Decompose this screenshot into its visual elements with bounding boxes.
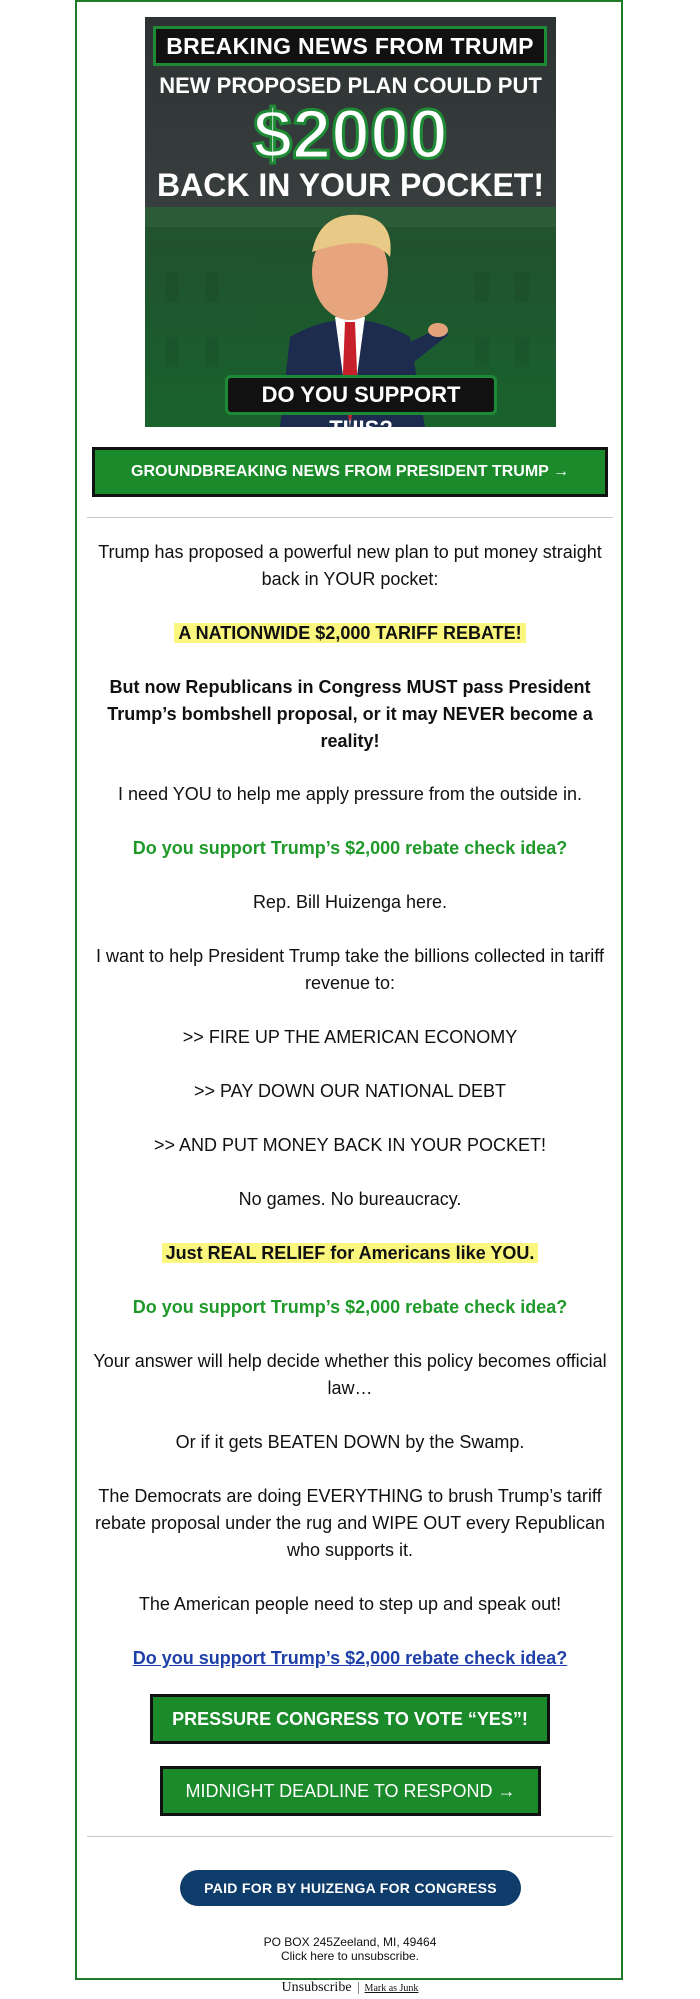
support-question-link[interactable]: Do you support Trump’s $2,000 rebate check idea?	[132, 1648, 568, 1668]
bullet-economy: >> FIRE UP THE AMERICAN ECONOMY	[182, 1027, 518, 1047]
top-divider	[87, 517, 613, 518]
pressure-paragraph: I need YOU to help me apply pressure from the outside in.	[118, 784, 582, 804]
tariff-paragraph: I want to help President Trump take the billions collected in tariff revenue to:	[96, 946, 604, 993]
democrats-paragraph: The Democrats are doing EVERYTHING to brush Trump’s tariff rebate proposal under the rug and WIPE OUT every Republican who supports it.	[95, 1486, 605, 1560]
hero-question: DO YOU SUPPORT THIS?	[225, 375, 497, 415]
address-block	[92, 1935, 608, 1963]
bullet-pocket: >> AND PUT MONEY BACK IN YOUR POCKET!	[153, 1135, 547, 1155]
hero-ribbon: BREAKING NEWS FROM TRUMP	[153, 26, 547, 66]
hero-subtitle: NEW PROPOSED PLAN COULD PUT	[159, 73, 542, 98]
relief-highlight-line	[92, 1240, 608, 1267]
intro-paragraph: Trump has proposed a powerful new plan to put money straight back in YOUR pocket:	[98, 542, 602, 589]
bullet-debt: >> PAY DOWN OUR NATIONAL DEBT	[193, 1081, 507, 1101]
support-question-1: Do you support Trump’s $2,000 rebate check idea?	[132, 838, 568, 858]
swamp-line: Or if it gets BEATEN DOWN by the Swamp.	[175, 1432, 525, 1452]
relief-highlight: Just REAL RELIEF for Americans like YOU.	[162, 1243, 539, 1263]
mark-as-junk-link[interactable]: Mark as Junk	[364, 1983, 419, 1994]
pressure-congress-button[interactable]: PRESSURE CONGRESS TO VOTE “YES”!	[150, 1694, 550, 1744]
speak-out-line: The American people need to step up and speak out!	[138, 1594, 562, 1614]
footer-unsubscribe-link[interactable]: Unsubscribe	[281, 1980, 352, 1995]
hero-image[interactable]	[145, 17, 556, 441]
email-footer	[0, 1980, 700, 1996]
congress-warning-paragraph: But now Republicans in Congress MUST pass President Trump’s bombshell proposal, or it may NEVER become a reality!	[107, 677, 593, 751]
mailing-address: PO BOX 245Zeeland, MI, 49464	[263, 1935, 437, 1949]
hero-back-line: BACK IN YOUR POCKET!	[157, 167, 544, 203]
groundbreaking-news-button[interactable]: GROUNDBREAKING NEWS FROM PRESIDENT TRUMP →	[92, 447, 608, 497]
paid-for-badge: PAID FOR BY HUIZENGA FOR CONGRESS	[180, 1870, 521, 1906]
signature-intro: Rep. Bill Huizenga here.	[252, 892, 448, 912]
no-games-line: No games. No bureaucracy.	[238, 1189, 462, 1209]
unsubscribe-link[interactable]: Click here to unsubscribe.	[280, 1949, 420, 1963]
midnight-deadline-button[interactable]: MIDNIGHT DEADLINE TO RESPOND →	[160, 1766, 541, 1816]
support-question-2: Do you support Trump’s $2,000 rebate check idea?	[132, 1297, 568, 1317]
rebate-highlight: A NATIONWIDE $2,000 TARIFF REBATE!	[174, 623, 525, 643]
rebate-highlight-line	[92, 620, 608, 647]
support-question-link-line	[92, 1645, 608, 1672]
answer-paragraph: Your answer will help decide whether this policy becomes official law…	[93, 1351, 607, 1398]
footer-separator	[358, 1982, 359, 1994]
bottom-divider	[87, 1836, 613, 1837]
hero-amount: $2000	[253, 95, 448, 173]
